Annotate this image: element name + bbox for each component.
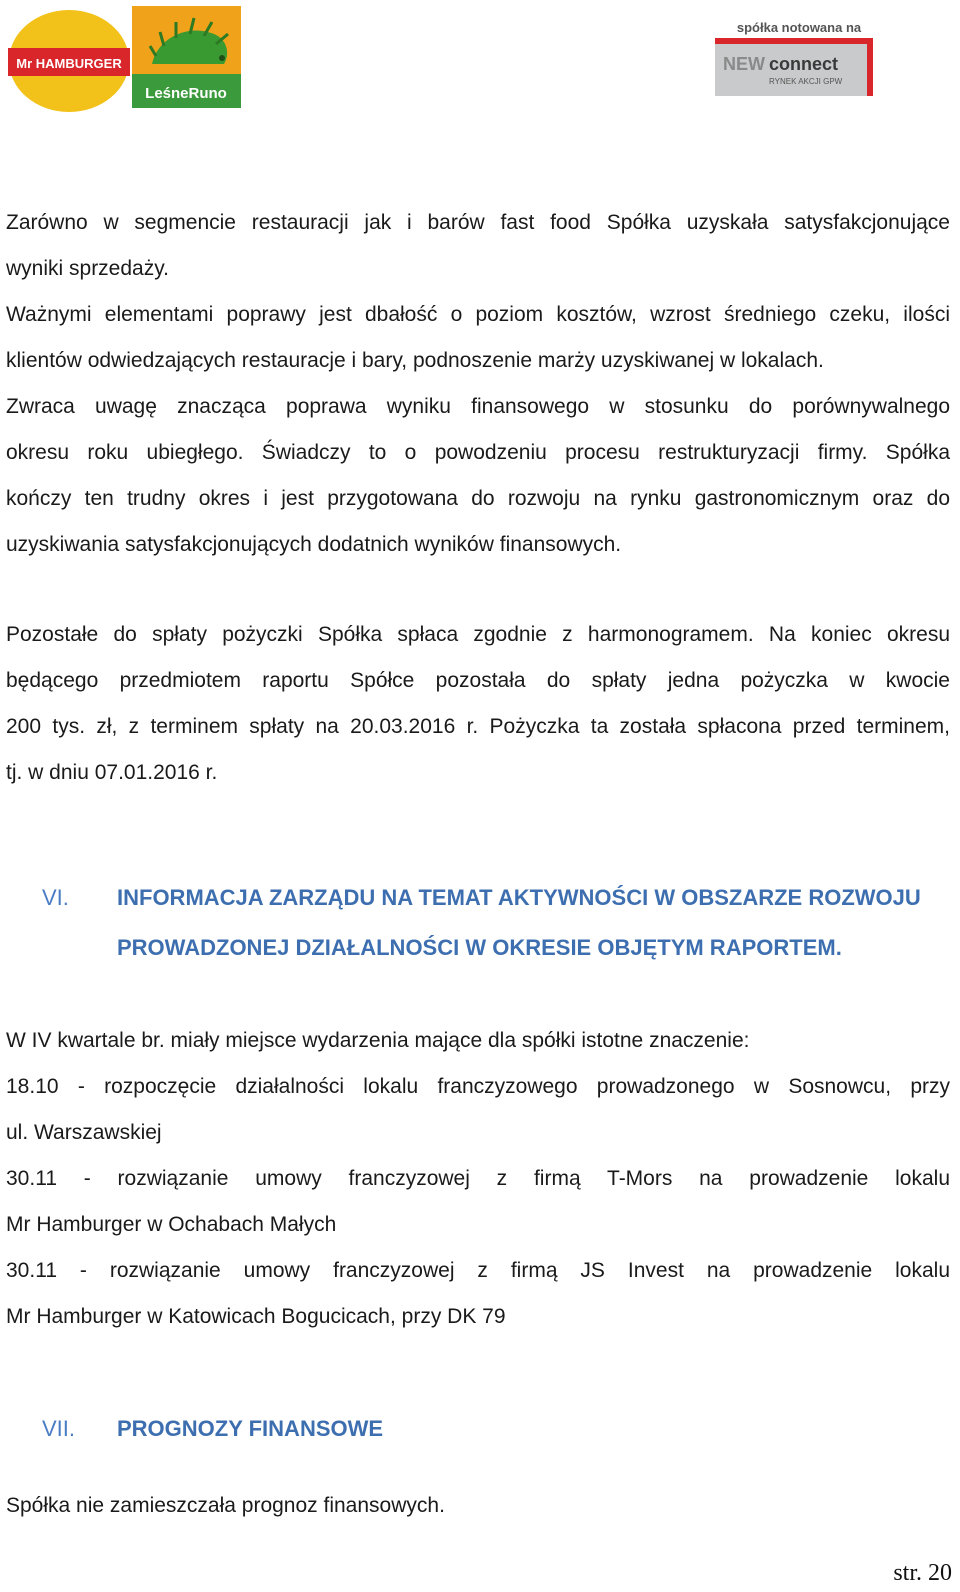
mr-hamburger-logo-text: Mr HAMBURGER: [16, 56, 122, 71]
text-line: Spółka nie zamieszczała prognoz finansowych.: [6, 1494, 445, 1517]
text-line: 200 tys. zł, z terminem spłaty na 20.03.2016 r. Pożyczka ta została spłacona przed terminem,: [6, 715, 950, 738]
paragraph-loans: [6, 612, 950, 796]
text-line: kończy ten trudny okres i jest przygotowana do rozwoju na rynku gastronomicznym oraz do: [6, 487, 950, 510]
text-line: będącego przedmiotem raportu Spółce pozostała do spłaty jedna pożyczka w kwocie: [6, 669, 950, 692]
section-title: PROGNOZY FINANSOWE: [117, 1416, 384, 1441]
mr-hamburger-logo: [8, 10, 130, 113]
section-heading-vi: [42, 873, 942, 973]
section-number: VI.: [42, 885, 69, 910]
newconnect-new-text: NEW: [723, 54, 765, 74]
text-line: 30.11 - rozwiązanie umowy franczyzowej z firmą T-Mors na prowadzenie lokalu: [6, 1167, 950, 1190]
section-title: PROWADZONEJ DZIAŁALNOŚCI W OKRESIE OBJĘTYM RAPORTEM.: [117, 935, 842, 960]
newconnect-connect-text: connect: [769, 54, 839, 74]
newconnect-top-text: spółka notowana na: [736, 20, 862, 35]
text-line: Mr Hamburger w Ochabach Małych: [6, 1213, 337, 1236]
paragraph-forecasts: [6, 1483, 950, 1529]
text-line: Ważnymi elementami poprawy jest dbałość o poziom kosztów, wzrost średniego czeku, ilości: [6, 303, 950, 326]
page-number: str. 20: [893, 1560, 952, 1586]
section-heading-vii: [42, 1404, 942, 1454]
text-line: ul. Warszawskiej: [6, 1121, 162, 1144]
lesne-runo-logo: [132, 6, 241, 108]
paragraph-q4-events: [6, 1018, 950, 1340]
text-line: W IV kwartale br. miały miejsce wydarzenia mające dla spółki istotne znaczenie:: [6, 1029, 750, 1052]
text-line: Mr Hamburger w Katowicach Bogucicach, przy DK 79: [6, 1305, 506, 1328]
newconnect-logo: [715, 18, 883, 98]
text-line: wyniki sprzedaży.: [6, 257, 169, 280]
text-line: Zwraca uwagę znacząca poprawa wyniku finansowego w stosunku do porównywalnego: [6, 395, 950, 418]
text-line: uzyskiwania satysfakcjonujących dodatnich wyników finansowych.: [6, 533, 622, 556]
lesne-runo-logo-text: LeśneRuno: [145, 85, 227, 102]
text-line: tj. w dniu 07.01.2016 r.: [6, 761, 218, 784]
text-line: 30.11 - rozwiązanie umowy franczyzowej z firmą JS Invest na prowadzenie lokalu: [6, 1259, 950, 1282]
paragraph-sales-results: [6, 200, 950, 568]
text-line: Zarówno w segmencie restauracji jak i barów fast food Spółka uzyskała satysfakcjonujące: [6, 211, 950, 234]
section-number: VII.: [42, 1416, 76, 1441]
text-line: Pozostałe do spłaty pożyczki Spółka spłaca zgodnie z harmonogramem. Na koniec okresu: [6, 623, 950, 646]
newconnect-sub-text: RYNEK AKCJI GPW: [769, 77, 843, 86]
section-title: INFORMACJA ZARZĄDU NA TEMAT AKTYWNOŚCI W OBSZARZE ROZWOJU: [117, 885, 921, 910]
text-line: okresu roku ubiegłego. Świadczy to o powodzeniu procesu restrukturyzacji firmy. Spółka: [6, 441, 950, 464]
text-line: 18.10 - rozpoczęcie działalności lokalu franczyzowego prowadzonego w Sosnowcu, przy: [6, 1075, 950, 1098]
text-line: klientów odwiedzających restauracje i bary, podnoszenie marży uzyskiwanej w lokalach.: [6, 349, 824, 372]
